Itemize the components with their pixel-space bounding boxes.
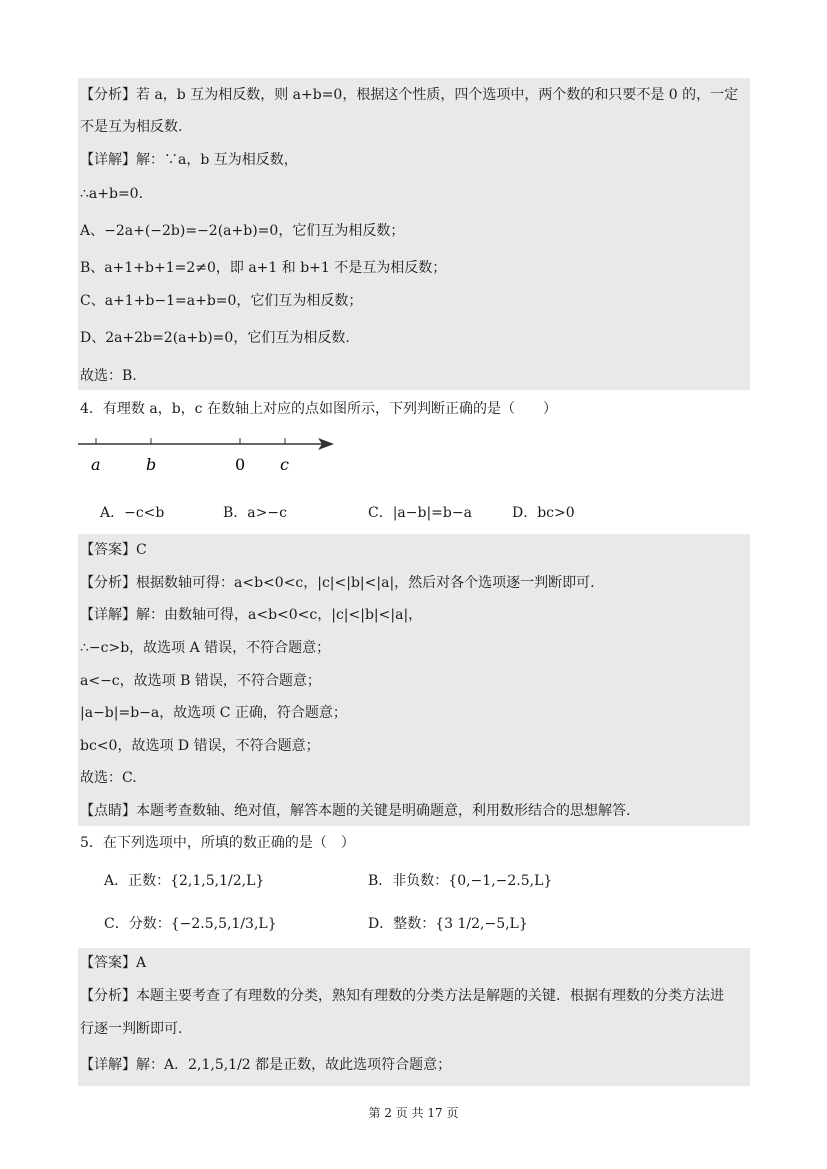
q3-option-b: B、a+1+b+1=2≠0，即 a+1 和 b+1 不是互为相反数；	[80, 260, 447, 276]
q4-stem: 4．有理数 a，b，c 在数轴上对应的点如图所示，下列判断正确的是（ ）	[80, 401, 557, 417]
q4-step-1: ∴−c>b，故选项 A 错误，不符合题意；	[80, 640, 331, 656]
page-footer: 第 2 页 共 17 页	[368, 1106, 459, 1120]
q4-option-c: C．|a−b|=b−a	[368, 505, 472, 521]
q3-option-c: C、a+1+b−1=a+b=0，它们互为相反数；	[80, 293, 363, 309]
axis-label-0: 0	[235, 455, 246, 474]
axis-label-c: c	[280, 455, 289, 474]
q5-option-a: A．正数：{2,1,5,1/2,L}	[104, 873, 265, 889]
axis-label-b: b	[146, 455, 157, 474]
q4-step-3: |a−b|=b−a，故选项 C 正确，符合题意；	[80, 705, 347, 721]
q4-comment: 【点睛】本题考查数轴、绝对值，解答本题的关键是明确题意，利用数形结合的思想解答.	[80, 803, 631, 819]
q3-option-d: D、2a+2b=2(a+b)=0，它们互为相反数.	[80, 330, 350, 346]
q4-option-b: B．a>−c	[223, 505, 287, 521]
q4-option-d: D．bc>0	[512, 505, 575, 521]
q5-analysis-line2: 行逐一判断即可.	[80, 1021, 183, 1037]
q4-step-4: bc<0，故选项 D 错误，不符合题意；	[80, 738, 320, 754]
q3-detail: 【详解】解：∵a，b 互为相反数，	[80, 152, 298, 168]
q3-therefore: ∴a+b=0.	[80, 186, 144, 202]
q4-analysis: 【分析】根据数轴可得：a<b<0<c，|c|<|b|<|a|，然后对各个选项逐一判断即可.	[80, 575, 595, 591]
q5-option-b: B．非负数：{0,−1,−2.5,L}	[368, 873, 553, 889]
q5-option-c: C．分数：{−2.5,5,1/3,L}	[104, 916, 277, 932]
q3-option-a: A、−2a+(−2b)=−2(a+b)=0，它们互为相反数；	[80, 223, 405, 239]
q4-detail: 【详解】解：由数轴可得，a<b<0<c，|c|<|b|<|a|，	[80, 607, 423, 623]
q4-choice: 故选：C.	[80, 770, 137, 786]
axis-label-a: a	[91, 455, 101, 474]
q4-step-2: a<−c，故选项 B 错误，不符合题意；	[80, 673, 321, 689]
q3-choice: 故选：B.	[80, 368, 137, 384]
q3-analysis-line1: 【分析】若 a，b 互为相反数，则 a+b=0，根据这个性质，四个选项中，两个数的和只要不是 0 的，一定	[80, 87, 739, 103]
q5-answer: 【答案】A	[80, 955, 147, 971]
q4-answer: 【答案】C	[80, 542, 147, 558]
q4-option-a: A．−c<b	[100, 505, 165, 521]
q5-analysis-line1: 【分析】本题主要考查了有理数的分类，熟知有理数的分类方法是解题的关键．根据有理数的分类方法进	[80, 988, 724, 1004]
q5-stem: 5．在下列选项中，所填的数正确的是（ ）	[80, 835, 355, 851]
q3-analysis-line2: 不是互为相反数.	[80, 119, 183, 135]
q5-detail: 【详解】解：A．2,1,5,1/2 都是正数，故此选项符合题意；	[80, 1057, 452, 1073]
number-line	[78, 432, 338, 482]
q5-option-d: D．整数：{3 1/2,−5,L}	[368, 916, 528, 932]
